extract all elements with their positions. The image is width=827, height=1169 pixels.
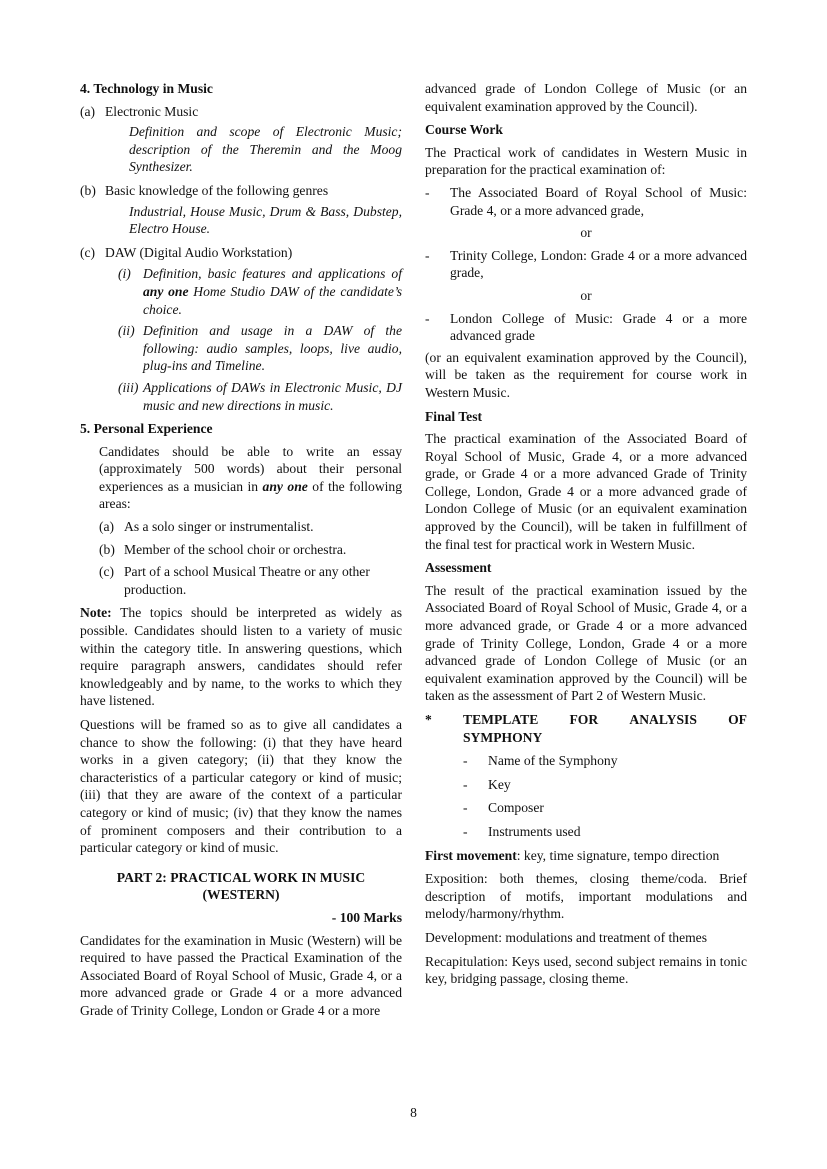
area-item-label: (a) — [99, 519, 115, 535]
subsection-b-desc: Industrial, House Music, Drum & Bass, Dubstep, Electro House. — [129, 203, 402, 237]
template-item — [463, 776, 747, 794]
page-number: 8 — [410, 1105, 417, 1120]
left-column — [80, 80, 402, 1020]
item-i-text — [143, 265, 402, 318]
note-text: The topics should be interpreted as widely as possible. Candidates should listen to a variety of music within the category title. In answering questions, which require paragraph answers, candidates should refer knowledgeably and by name, to the works to which they have listened. — [80, 605, 402, 709]
dash-bullet: - — [425, 310, 430, 326]
template-item-text: Name of the Symphony — [488, 753, 618, 769]
area-item-text: As a solo singer or instrumentalist. — [124, 519, 314, 535]
subsection-b-label: (b) — [80, 182, 96, 198]
template-item — [463, 823, 747, 841]
template-item-text: Composer — [488, 800, 544, 816]
right-column — [425, 80, 747, 988]
area-item — [99, 563, 402, 598]
dash-bullet: - — [463, 753, 468, 769]
item-ii — [118, 322, 402, 375]
template-heading-line2: SYMPHONY — [463, 729, 543, 745]
template-word: ANALYSIS — [629, 712, 697, 727]
part-2-marks: - 100 Marks — [331, 909, 402, 925]
item-iii-text: Applications of DAWs in Electronic Music, DJ music and new directions in music. — [143, 379, 402, 413]
exam-option — [425, 184, 747, 219]
item-iii — [118, 379, 402, 414]
assessment-paragraph: The result of the practical examination issued by the Associated Board of Royal School of Music, Grade 4, or a more advanced grade, or Grade 4 or a more advanced grade of Trinity College, London, Grade 4 or a more advanced grade of London College of Music (or an equivalent examination approved by the Council) will be taken as the assessment of Part 2 of Western Music. — [425, 582, 747, 704]
subsection-c-label: (c) — [80, 244, 96, 260]
section-5-post: of the following areas: — [99, 478, 403, 512]
item-iii-label: (iii) — [118, 379, 139, 395]
item-i-bold: any one — [143, 283, 189, 299]
exposition-paragraph: Exposition: both themes, closing theme/coda. Brief description of motifs, important modulations and melody/harmony/rhythm. — [425, 871, 747, 922]
exam-option — [425, 247, 747, 282]
note-label: Note: — [80, 605, 112, 621]
development-paragraph: Development: modulations and treatment of themes — [425, 929, 707, 945]
template-word: TEMPLATE — [463, 712, 539, 727]
subsection-a-label: (a) — [80, 103, 96, 119]
continued-paragraph: advanced grade of London College of Music (or an equivalent examination approved by the Council). — [425, 81, 747, 114]
section-5-pre: Candidates should be able to write an essay (approximately 500 words) about their personal experiences as a musician in — [99, 443, 402, 494]
area-item-text: Member of the school choir or orchestra. — [124, 541, 347, 557]
or-separator: or — [580, 225, 592, 241]
first-movement-paragraph — [425, 847, 747, 865]
part-2-heading: PART 2: PRACTICAL WORK IN MUSIC (WESTERN) — [116, 869, 366, 903]
section-4-heading: 4. Technology in Music — [80, 81, 213, 96]
item-ii-text: Definition and usage in a DAW of the following: audio samples, loops, live audio, plug-ins and Timeline. — [143, 323, 402, 374]
subsection-c-title: DAW (Digital Audio Workstation) — [105, 244, 293, 260]
template-word: FOR — [569, 712, 599, 727]
template-item-text: Key — [488, 776, 511, 792]
subsection-a-desc: Definition and scope of Electronic Music; description of the Theremin and the Moog Synthesizer. — [129, 124, 402, 175]
template-heading-text — [463, 711, 747, 746]
exam-option — [425, 310, 747, 345]
part-2-paragraph: Candidates for the examination in Music (Western) will be required to have passed the Practical Examination of the Associated Board of Royal School of Music, Grade 4, or a more advanced grade or Grade 4 or a more advanced Grade of Trinity College, London or Grade 4 or a more — [80, 932, 402, 1018]
item-i-pre: Definition, basic features and applications of — [143, 266, 402, 282]
item-i-post: Home Studio DAW of the candidate’s choice. — [143, 283, 402, 317]
exam-option-text: The Associated Board of Royal School of Music: Grade 4, or a more advanced grade, — [450, 184, 747, 218]
subsection-b — [80, 182, 402, 200]
course-work-paragraph: The Practical work of candidates in Western Music in preparation for the practical examination of: — [425, 144, 747, 178]
template-item — [463, 799, 747, 817]
first-movement-label: First movement — [425, 847, 517, 863]
dash-bullet: - — [463, 823, 468, 839]
dash-bullet: - — [463, 800, 468, 816]
subsection-a — [80, 103, 402, 121]
recapitulation-paragraph: Recapitulation: Keys used, second subject remains in tonic key, bridging passage, closing theme. — [425, 953, 747, 987]
final-test-paragraph: The practical examination of the Associated Board of Royal School of Music, Grade 4, or a more advanced grade, or Grade 4 or a more advanced Grade of Trinity College, London, Grade 4 or a more advanced grade of London College of Music (or an equivalent examination approved by the Council), will be taken in fulfillment of the final test for practical work in Western Music. — [425, 431, 747, 552]
subsection-a-title: Electronic Music — [105, 103, 199, 119]
area-item-label: (b) — [99, 541, 115, 557]
area-item-text: Part of a school Musical Theatre or any other production. — [124, 564, 370, 597]
course-work-after: (or an equivalent examination approved by the Council), will be taken as the requirement for course work in Western Music. — [425, 349, 747, 400]
dash-bullet: - — [425, 247, 430, 263]
template-item — [463, 752, 747, 770]
subsection-c — [80, 244, 402, 262]
final-test-heading: Final Test — [425, 408, 483, 424]
template-heading-line — [463, 711, 747, 729]
area-item-label: (c) — [99, 564, 115, 580]
section-5-heading: 5. Personal Experience — [80, 421, 213, 437]
subsection-b-title: Basic knowledge of the following genres — [105, 182, 329, 198]
first-movement-text: : key, time signature, tempo direction — [516, 847, 720, 863]
dash-bullet: - — [463, 776, 468, 792]
area-item — [99, 541, 402, 559]
template-heading — [425, 711, 747, 746]
note-paragraph — [80, 604, 402, 710]
area-item — [99, 518, 402, 536]
exam-option-text: London College of Music: Grade 4 or a more advanced grade — [450, 310, 747, 344]
course-work-heading: Course Work — [425, 122, 503, 138]
assessment-heading: Assessment — [425, 560, 492, 576]
item-i — [118, 265, 402, 318]
questions-paragraph: Questions will be framed so as to give all candidates a chance to show the following: (i) that they have heard works in a given category; (ii) that they know the characteristics of a particular category or kind of music; (iii) that they are aware of the context of a particular category or kind of music; (iv) that they know the names of prominent composers and their contribution to a particular category or kind of music. — [80, 717, 402, 856]
template-item-text: Instruments used — [488, 823, 581, 839]
template-word: OF — [728, 712, 747, 727]
or-separator: or — [580, 287, 592, 303]
exam-option-text: Trinity College, London: Grade 4 or a more advanced grade, — [450, 247, 747, 281]
asterisk: * — [425, 712, 432, 727]
item-ii-label: (ii) — [118, 323, 135, 339]
dash-bullet: - — [425, 184, 430, 200]
section-5-intro — [99, 443, 402, 513]
section-5-bold: any one — [262, 478, 308, 494]
item-i-label: (i) — [118, 266, 131, 282]
